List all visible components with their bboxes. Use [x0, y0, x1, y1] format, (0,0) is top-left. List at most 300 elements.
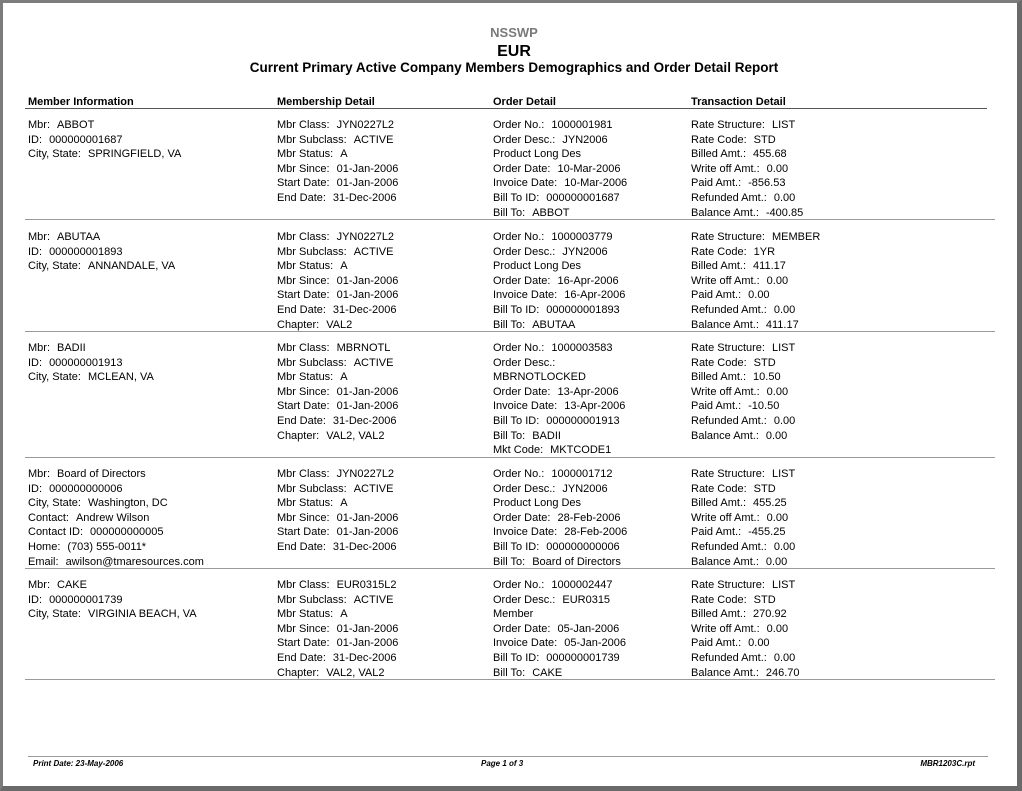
- field-label: Chapter:: [277, 429, 320, 442]
- field-value: 1YR: [753, 245, 776, 258]
- field-value: Product Long Des: [493, 497, 582, 510]
- transaction-field: [691, 540, 795, 555]
- field-label: City, State:: [28, 497, 81, 510]
- field-label: Write off Amt.:: [691, 274, 760, 287]
- transaction-column: [691, 118, 803, 220]
- member-field: [28, 118, 181, 133]
- field-label: ID:: [28, 133, 43, 146]
- field-value: 01-Jan-2006: [336, 637, 399, 650]
- field-label: Mbr:: [28, 231, 50, 243]
- membership-field: [277, 399, 398, 414]
- order-field: [493, 274, 625, 289]
- membership-field: [277, 414, 398, 429]
- member-field: [28, 259, 175, 274]
- transaction-field: [691, 230, 820, 245]
- field-value: 10-Mar-2006: [564, 177, 628, 190]
- member-column: [28, 118, 181, 162]
- field-label: Mkt Code:: [493, 444, 544, 457]
- order-field: [493, 230, 625, 245]
- field-label: Invoice Date:: [493, 289, 558, 302]
- field-value: 000000000006: [49, 482, 123, 495]
- field-value: 0.00: [773, 303, 796, 316]
- transaction-field: [691, 385, 795, 400]
- field-label: Billed Amt.:: [691, 497, 747, 510]
- order-field: [493, 593, 626, 608]
- field-label: Mbr Subclass:: [277, 245, 347, 258]
- field-label: Mbr Subclass:: [277, 133, 347, 146]
- field-value: 000000001739: [546, 651, 620, 664]
- field-value: 000000001687: [546, 191, 620, 204]
- membership-field: [277, 259, 398, 274]
- field-label: Mbr:: [28, 342, 50, 354]
- field-value: ABBOT: [57, 119, 95, 131]
- order-field: [493, 666, 626, 681]
- field-value: MEMBER: [771, 231, 821, 243]
- field-value: 1000003583: [551, 342, 613, 354]
- field-value: -455.25: [748, 526, 786, 539]
- field-value: JYN2006: [562, 133, 608, 146]
- field-value: 411.17: [765, 318, 799, 331]
- field-value: LIST: [771, 468, 796, 480]
- field-value: 13-Apr-2006: [564, 400, 626, 413]
- field-label: Bill To ID:: [493, 540, 540, 553]
- field-label: Paid Amt.:: [691, 526, 742, 539]
- field-label: Order No.:: [493, 579, 545, 591]
- field-label: Order Desc.:: [493, 482, 556, 495]
- field-value: SPRINGFIELD, VA: [87, 148, 182, 161]
- membership-column: [277, 467, 398, 555]
- transaction-field: [691, 318, 820, 333]
- member-field: [28, 356, 154, 371]
- field-value: Product Long Des: [493, 148, 582, 161]
- order-field: [493, 341, 625, 356]
- transaction-field: [691, 467, 795, 482]
- member-field: [28, 511, 204, 526]
- member-field: [28, 245, 175, 260]
- member-field: [28, 341, 154, 356]
- transaction-field: [691, 525, 795, 540]
- report-title: Current Primary Active Company Members Demographics and Order Detail Report: [249, 60, 779, 75]
- field-label: Billed Amt.:: [691, 371, 747, 384]
- membership-field: [277, 191, 398, 206]
- order-field: [493, 555, 627, 570]
- order-column: [493, 230, 625, 332]
- transaction-field: [691, 206, 803, 221]
- field-value: ACTIVE: [353, 482, 394, 495]
- membership-field: [277, 370, 398, 385]
- field-value: 0.00: [766, 162, 789, 175]
- field-value: -400.85: [765, 206, 804, 219]
- field-label: Write off Amt.:: [691, 385, 760, 398]
- order-field: [493, 303, 625, 318]
- field-label: Contact:: [28, 511, 69, 524]
- field-value: 01-Jan-2006: [336, 385, 399, 398]
- order-column: [493, 341, 625, 458]
- field-value: 0.00: [773, 414, 796, 427]
- field-label: Order No.:: [493, 342, 545, 354]
- field-label: Rate Code:: [691, 245, 747, 258]
- field-label: City, State:: [28, 608, 81, 621]
- order-field: [493, 651, 626, 666]
- membership-field: [277, 288, 398, 303]
- field-label: Invoice Date:: [493, 400, 558, 413]
- field-value: Board of Directors: [532, 555, 621, 568]
- field-label: Order Desc.:: [493, 245, 556, 258]
- field-value: 01-Jan-2006: [336, 177, 399, 190]
- field-value: A: [340, 148, 348, 161]
- field-value: ANNANDALE, VA: [87, 260, 176, 273]
- field-label: End Date:: [277, 303, 326, 316]
- field-label: End Date:: [277, 191, 326, 204]
- field-label: Invoice Date:: [493, 637, 558, 650]
- record-divider: [25, 331, 995, 332]
- field-value: Washington, DC: [87, 497, 168, 510]
- membership-field: [277, 147, 398, 162]
- membership-field: [277, 162, 398, 177]
- membership-column: [277, 578, 398, 680]
- field-value: 01-Jan-2006: [336, 162, 399, 175]
- field-value: 10-Mar-2006: [557, 162, 621, 175]
- report-file: MBR1203C.rpt: [920, 759, 975, 768]
- order-column: [493, 467, 627, 569]
- field-value: A: [340, 497, 348, 510]
- transaction-field: [691, 356, 795, 371]
- field-value: CAKE: [57, 579, 87, 591]
- transaction-field: [691, 593, 800, 608]
- field-label: Bill To ID:: [493, 414, 540, 427]
- field-label: Balance Amt.:: [691, 429, 759, 442]
- field-value: 01-Jan-2006: [336, 622, 399, 635]
- field-label: Mbr:: [28, 579, 50, 591]
- order-field: [493, 133, 627, 148]
- membership-field: [277, 303, 398, 318]
- field-label: Mbr Status:: [277, 260, 334, 273]
- field-value: 28-Feb-2006: [557, 511, 621, 524]
- order-field: [493, 245, 625, 260]
- field-value: 05-Jan-2006: [557, 622, 620, 635]
- membership-field: [277, 540, 398, 555]
- membership-field: [277, 245, 398, 260]
- field-value: 0.00: [748, 289, 770, 302]
- membership-field: [277, 511, 398, 526]
- order-field: [493, 385, 625, 400]
- field-label: Order Date:: [493, 622, 551, 635]
- field-label: Billed Amt.:: [691, 608, 747, 621]
- field-value: 000000001893: [49, 245, 123, 258]
- field-label: Home:: [28, 540, 61, 553]
- footer-divider: [28, 756, 988, 757]
- field-label: Bill To ID:: [493, 303, 540, 316]
- field-value: 28-Feb-2006: [564, 526, 628, 539]
- field-value: 411.17: [753, 260, 786, 273]
- field-value: 0.00: [766, 274, 789, 287]
- field-value: STD: [753, 133, 776, 146]
- field-value: BADII: [532, 429, 561, 442]
- membership-field: [277, 429, 398, 444]
- field-value: 000000001687: [49, 133, 123, 146]
- field-label: Bill To ID:: [493, 651, 540, 664]
- member-field: [28, 482, 204, 497]
- field-value: 455.68: [753, 148, 787, 161]
- field-label: Rate Code:: [691, 133, 747, 146]
- field-label: Rate Structure:: [691, 468, 765, 480]
- field-label: Balance Amt.:: [691, 206, 759, 219]
- record-divider: [25, 219, 995, 220]
- membership-field: [277, 176, 398, 191]
- field-label: Order No.:: [493, 119, 545, 131]
- order-field: [493, 356, 625, 371]
- field-value: JYN2006: [562, 245, 608, 258]
- field-value: 13-Apr-2006: [557, 385, 619, 398]
- field-label: Paid Amt.:: [691, 289, 742, 302]
- membership-field: [277, 133, 398, 148]
- field-value: JYN2006: [562, 482, 608, 495]
- transaction-field: [691, 118, 803, 133]
- field-value: ABUTAA: [532, 318, 576, 331]
- order-field: [493, 540, 627, 555]
- member-field: [28, 230, 175, 245]
- order-field: [493, 525, 627, 540]
- field-label: Chapter:: [277, 666, 320, 679]
- field-value: Board of Directors: [57, 468, 146, 480]
- field-value: Product Long Des: [493, 260, 582, 273]
- field-label: Rate Structure:: [691, 579, 765, 591]
- field-value: JYN0227L2: [336, 468, 395, 480]
- membership-column: [277, 230, 398, 332]
- member-column: [28, 230, 175, 274]
- field-label: Paid Amt.:: [691, 637, 742, 650]
- report-code: EUR: [497, 43, 531, 60]
- membership-field: [277, 118, 398, 133]
- field-label: Bill To:: [493, 206, 526, 219]
- field-value: STD: [753, 356, 776, 369]
- order-field: [493, 511, 627, 526]
- field-value: 000000000006: [546, 540, 620, 553]
- field-label: Mbr Status:: [277, 148, 334, 161]
- field-label: Order Date:: [493, 274, 551, 287]
- membership-field: [277, 356, 398, 371]
- transaction-field: [691, 176, 803, 191]
- field-label: Start Date:: [277, 400, 330, 413]
- field-label: Start Date:: [277, 637, 330, 650]
- field-label: Paid Amt.:: [691, 177, 742, 190]
- order-field: [493, 318, 625, 333]
- field-value: 1000002447: [551, 579, 613, 591]
- field-value: 455.25: [753, 497, 787, 510]
- record-divider: [25, 679, 995, 680]
- field-value: LIST: [771, 342, 796, 354]
- field-label: ID:: [28, 356, 43, 369]
- field-label: Write off Amt.:: [691, 162, 760, 175]
- membership-field: [277, 341, 398, 356]
- field-value: A: [340, 260, 348, 273]
- field-label: Mbr Status:: [277, 371, 334, 384]
- membership-field: [277, 666, 398, 681]
- field-value: 000000001913: [546, 414, 620, 427]
- field-label: Rate Code:: [691, 482, 747, 495]
- field-label: End Date:: [277, 414, 326, 427]
- membership-field: [277, 482, 398, 497]
- field-label: Mbr Class:: [277, 342, 330, 354]
- field-label: City, State:: [28, 148, 81, 161]
- field-value: 1000001981: [551, 119, 613, 131]
- field-value: Member: [493, 608, 534, 621]
- field-label: Order Desc.:: [493, 356, 556, 369]
- field-label: Mbr Class:: [277, 579, 330, 591]
- field-value: ACTIVE: [353, 245, 394, 258]
- order-field: [493, 370, 625, 385]
- field-label: End Date:: [277, 540, 326, 553]
- transaction-field: [691, 578, 800, 593]
- field-label: Bill To:: [493, 318, 526, 331]
- transaction-field: [691, 666, 800, 681]
- field-value: MKTCODE1: [550, 444, 612, 457]
- order-field: [493, 607, 626, 622]
- field-label: Billed Amt.:: [691, 148, 747, 161]
- field-label: Paid Amt.:: [691, 400, 742, 413]
- page-number: Page 1 of 3: [481, 759, 524, 768]
- transaction-field: [691, 651, 800, 666]
- field-label: Start Date:: [277, 526, 330, 539]
- field-value: 0.00: [765, 555, 788, 568]
- field-label: Rate Structure:: [691, 231, 765, 243]
- transaction-field: [691, 303, 820, 318]
- field-label: Mbr Since:: [277, 162, 330, 175]
- field-label: Write off Amt.:: [691, 622, 760, 635]
- order-field: [493, 636, 626, 651]
- order-field: [493, 482, 627, 497]
- transaction-field: [691, 191, 803, 206]
- field-value: 01-Jan-2006: [336, 400, 399, 413]
- field-label: Mbr Since:: [277, 274, 330, 287]
- field-value: -10.50: [748, 400, 780, 413]
- field-value: VAL2, VAL2: [326, 429, 385, 442]
- order-column: [493, 578, 626, 680]
- field-label: Mbr Class:: [277, 119, 330, 131]
- field-value: 0.00: [766, 622, 789, 635]
- order-field: [493, 147, 627, 162]
- field-label: Mbr Class:: [277, 468, 330, 480]
- field-label: Email:: [28, 555, 59, 568]
- transaction-field: [691, 607, 800, 622]
- membership-field: [277, 651, 398, 666]
- field-value: 270.92: [753, 608, 787, 621]
- col-header-order: Order Detail: [493, 96, 556, 108]
- field-value: STD: [753, 482, 776, 495]
- field-label: Mbr Subclass:: [277, 593, 347, 606]
- membership-column: [277, 341, 398, 443]
- field-label: Bill To ID:: [493, 191, 540, 204]
- col-header-membership: Membership Detail: [277, 96, 375, 108]
- field-label: Mbr Since:: [277, 511, 330, 524]
- field-label: Mbr Status:: [277, 608, 334, 621]
- field-label: Rate Code:: [691, 356, 747, 369]
- member-field: [28, 525, 204, 540]
- field-label: Rate Code:: [691, 593, 747, 606]
- field-value: BADII: [57, 342, 86, 354]
- field-label: Mbr:: [28, 119, 50, 131]
- field-value: 0.00: [773, 651, 796, 664]
- order-field: [493, 443, 625, 458]
- field-value: 01-Jan-2006: [336, 289, 399, 302]
- field-value: MCLEAN, VA: [87, 371, 154, 384]
- col-header-transaction: Transaction Detail: [691, 96, 786, 108]
- field-value: 000000001893: [546, 303, 620, 316]
- order-field: [493, 206, 627, 221]
- field-value: A: [340, 371, 348, 384]
- member-field: [28, 593, 197, 608]
- field-label: City, State:: [28, 371, 81, 384]
- field-value: -856.53: [748, 177, 786, 190]
- field-value: ACTIVE: [353, 593, 394, 606]
- field-label: Rate Structure:: [691, 342, 765, 354]
- field-value: LIST: [771, 579, 796, 591]
- transaction-field: [691, 622, 800, 637]
- member-field: [28, 133, 181, 148]
- transaction-field: [691, 341, 795, 356]
- field-label: Mbr Subclass:: [277, 356, 347, 369]
- transaction-field: [691, 414, 795, 429]
- field-value: VAL2: [326, 318, 353, 331]
- order-field: [493, 429, 625, 444]
- field-value: LIST: [771, 119, 796, 131]
- field-label: Invoice Date:: [493, 526, 558, 539]
- field-label: Mbr Since:: [277, 622, 330, 635]
- field-value: 01-Jan-2006: [336, 511, 399, 524]
- field-label: Mbr Class:: [277, 231, 330, 243]
- field-value: 31-Dec-2006: [332, 414, 397, 427]
- field-label: Write off Amt.:: [691, 511, 760, 524]
- transaction-column: [691, 341, 795, 443]
- transaction-field: [691, 133, 803, 148]
- record-divider: [25, 568, 995, 569]
- field-value: 0.00: [766, 385, 789, 398]
- field-value: 01-Jan-2006: [336, 274, 399, 287]
- member-field: [28, 370, 154, 385]
- order-column: [493, 118, 627, 220]
- transaction-field: [691, 399, 795, 414]
- field-value: 0.00: [773, 540, 796, 553]
- field-value: JYN0227L2: [336, 119, 395, 131]
- field-value: 16-Apr-2006: [557, 274, 619, 287]
- field-value: 31-Dec-2006: [332, 651, 397, 664]
- header-divider: [25, 108, 987, 109]
- order-field: [493, 399, 625, 414]
- field-value: MBRNOTL: [336, 342, 391, 354]
- field-label: Invoice Date:: [493, 177, 558, 190]
- field-label: Order No.:: [493, 231, 545, 243]
- field-value: 000000001739: [49, 593, 123, 606]
- field-value: MBRNOTLOCKED: [493, 371, 586, 384]
- field-label: Balance Amt.:: [691, 555, 759, 568]
- member-column: [28, 341, 154, 385]
- membership-field: [277, 318, 398, 333]
- membership-field: [277, 636, 398, 651]
- field-label: ID:: [28, 593, 43, 606]
- field-value: 000000000005: [90, 526, 164, 539]
- field-label: Bill To:: [493, 555, 526, 568]
- field-label: Refunded Amt.:: [691, 540, 767, 553]
- member-field: [28, 496, 204, 511]
- field-label: Order No.:: [493, 468, 545, 480]
- field-value: CAKE: [532, 666, 563, 679]
- field-value: 0.00: [766, 511, 789, 524]
- org-name: NSSWP: [490, 25, 538, 40]
- field-value: JYN0227L2: [336, 231, 395, 243]
- field-label: Order Desc.:: [493, 133, 556, 146]
- transaction-field: [691, 274, 820, 289]
- order-field: [493, 414, 625, 429]
